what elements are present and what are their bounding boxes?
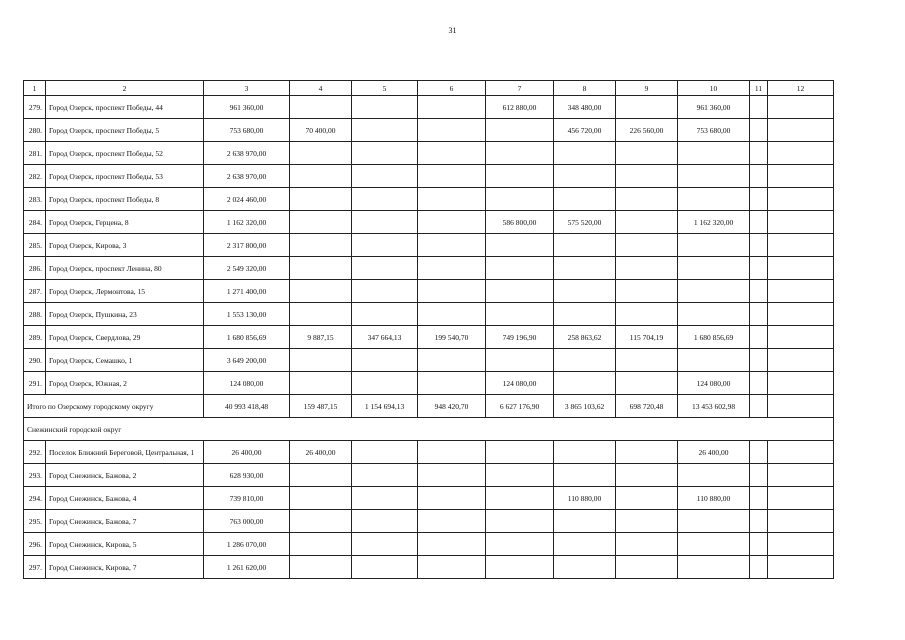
total-value-cell bbox=[768, 395, 834, 418]
value-cell bbox=[768, 372, 834, 395]
address-cell: Город Снежинск, Бажова, 2 bbox=[46, 464, 204, 487]
value-cell bbox=[554, 165, 616, 188]
value-cell bbox=[418, 487, 486, 510]
value-cell: 961 360,00 bbox=[204, 96, 290, 119]
value-cell bbox=[750, 165, 768, 188]
value-cell bbox=[768, 326, 834, 349]
total-row bbox=[24, 395, 834, 418]
value-cell bbox=[678, 556, 750, 579]
value-cell bbox=[554, 303, 616, 326]
row-number: 284. bbox=[24, 211, 46, 234]
address-cell: Город Озерск, Кирова, 3 bbox=[46, 234, 204, 257]
value-cell bbox=[616, 257, 678, 280]
address-cell: Город Снежинск, Кирова, 5 bbox=[46, 533, 204, 556]
value-cell bbox=[352, 96, 418, 119]
budget-table bbox=[23, 80, 834, 579]
value-cell: 124 080,00 bbox=[204, 372, 290, 395]
value-cell bbox=[768, 441, 834, 464]
value-cell bbox=[554, 372, 616, 395]
value-cell bbox=[554, 349, 616, 372]
value-cell bbox=[352, 211, 418, 234]
value-cell bbox=[418, 556, 486, 579]
value-cell bbox=[486, 533, 554, 556]
value-cell bbox=[616, 441, 678, 464]
value-cell bbox=[768, 257, 834, 280]
total-value-cell: 948 420,70 bbox=[418, 395, 486, 418]
value-cell bbox=[352, 464, 418, 487]
row-number: 280. bbox=[24, 119, 46, 142]
value-cell bbox=[352, 119, 418, 142]
value-cell: 2 549 320,00 bbox=[204, 257, 290, 280]
value-cell bbox=[616, 165, 678, 188]
value-cell bbox=[486, 234, 554, 257]
value-cell bbox=[418, 119, 486, 142]
total-value-cell: 13 453 602,98 bbox=[678, 395, 750, 418]
value-cell: 110 880,00 bbox=[554, 487, 616, 510]
table-row bbox=[24, 234, 834, 257]
value-cell bbox=[290, 165, 352, 188]
value-cell bbox=[352, 372, 418, 395]
value-cell bbox=[678, 142, 750, 165]
value-cell bbox=[290, 464, 352, 487]
value-cell: 961 360,00 bbox=[678, 96, 750, 119]
table-header-row bbox=[24, 81, 834, 96]
value-cell bbox=[418, 464, 486, 487]
value-cell bbox=[418, 257, 486, 280]
value-cell: 124 080,00 bbox=[486, 372, 554, 395]
value-cell: 124 080,00 bbox=[678, 372, 750, 395]
value-cell bbox=[418, 303, 486, 326]
value-cell: 26 400,00 bbox=[204, 441, 290, 464]
value-cell: 2 638 970,00 bbox=[204, 165, 290, 188]
value-cell bbox=[678, 188, 750, 211]
value-cell bbox=[290, 372, 352, 395]
page-number: 31 bbox=[448, 26, 457, 35]
row-number: 291. bbox=[24, 372, 46, 395]
value-cell bbox=[616, 533, 678, 556]
value-cell bbox=[678, 257, 750, 280]
value-cell: 258 863,62 bbox=[554, 326, 616, 349]
value-cell: 1 553 130,00 bbox=[204, 303, 290, 326]
value-cell bbox=[768, 96, 834, 119]
value-cell bbox=[750, 372, 768, 395]
table-row bbox=[24, 533, 834, 556]
value-cell bbox=[554, 188, 616, 211]
value-cell bbox=[678, 510, 750, 533]
value-cell bbox=[678, 165, 750, 188]
value-cell bbox=[768, 510, 834, 533]
row-number: 288. bbox=[24, 303, 46, 326]
value-cell: 456 720,00 bbox=[554, 119, 616, 142]
table-row bbox=[24, 280, 834, 303]
value-cell bbox=[554, 280, 616, 303]
value-cell bbox=[290, 487, 352, 510]
value-cell bbox=[486, 510, 554, 533]
value-cell: 628 930,00 bbox=[204, 464, 290, 487]
address-cell: Город Снежинск, Бажова, 4 bbox=[46, 487, 204, 510]
value-cell bbox=[616, 280, 678, 303]
address-cell: Город Озерск, Пушкина, 23 bbox=[46, 303, 204, 326]
value-cell: 348 480,00 bbox=[554, 96, 616, 119]
column-header: 3 bbox=[204, 81, 290, 96]
value-cell bbox=[768, 280, 834, 303]
row-number: 293. bbox=[24, 464, 46, 487]
value-cell bbox=[554, 441, 616, 464]
value-cell: 1 271 400,00 bbox=[204, 280, 290, 303]
table-row bbox=[24, 464, 834, 487]
value-cell: 199 540,70 bbox=[418, 326, 486, 349]
column-header: 11 bbox=[750, 81, 768, 96]
address-cell: Город Озерск, Герцена, 8 bbox=[46, 211, 204, 234]
value-cell bbox=[486, 487, 554, 510]
value-cell bbox=[290, 349, 352, 372]
value-cell: 1 286 070,00 bbox=[204, 533, 290, 556]
value-cell bbox=[290, 556, 352, 579]
total-value-cell: 159 487,15 bbox=[290, 395, 352, 418]
value-cell: 753 680,00 bbox=[678, 119, 750, 142]
table-row bbox=[24, 165, 834, 188]
value-cell bbox=[678, 280, 750, 303]
value-cell: 26 400,00 bbox=[290, 441, 352, 464]
value-cell: 749 196,90 bbox=[486, 326, 554, 349]
value-cell bbox=[352, 441, 418, 464]
value-cell: 70 400,00 bbox=[290, 119, 352, 142]
value-cell bbox=[290, 257, 352, 280]
address-cell: Город Озерск, Семашко, 1 bbox=[46, 349, 204, 372]
value-cell bbox=[750, 188, 768, 211]
value-cell bbox=[750, 303, 768, 326]
table-row bbox=[24, 142, 834, 165]
value-cell bbox=[418, 280, 486, 303]
value-cell bbox=[678, 464, 750, 487]
address-cell: Город Озерск, Южная, 2 bbox=[46, 372, 204, 395]
value-cell: 347 664,13 bbox=[352, 326, 418, 349]
value-cell: 2 024 460,00 bbox=[204, 188, 290, 211]
column-header: 7 bbox=[486, 81, 554, 96]
value-cell bbox=[554, 142, 616, 165]
value-cell bbox=[678, 303, 750, 326]
table-row bbox=[24, 510, 834, 533]
value-cell bbox=[750, 326, 768, 349]
column-header: 1 bbox=[24, 81, 46, 96]
value-cell bbox=[768, 464, 834, 487]
value-cell bbox=[768, 487, 834, 510]
value-cell bbox=[352, 234, 418, 257]
value-cell bbox=[616, 487, 678, 510]
value-cell bbox=[554, 234, 616, 257]
value-cell bbox=[554, 533, 616, 556]
row-number: 282. bbox=[24, 165, 46, 188]
value-cell bbox=[768, 349, 834, 372]
total-label: Итого по Озерскому городскому округу bbox=[24, 395, 204, 418]
value-cell bbox=[616, 303, 678, 326]
value-cell bbox=[768, 303, 834, 326]
column-header: 10 bbox=[678, 81, 750, 96]
value-cell: 26 400,00 bbox=[678, 441, 750, 464]
value-cell: 3 649 200,00 bbox=[204, 349, 290, 372]
value-cell bbox=[616, 96, 678, 119]
value-cell: 575 520,00 bbox=[554, 211, 616, 234]
value-cell bbox=[678, 533, 750, 556]
value-cell bbox=[418, 372, 486, 395]
value-cell bbox=[616, 188, 678, 211]
value-cell bbox=[352, 257, 418, 280]
value-cell bbox=[352, 510, 418, 533]
value-cell: 586 800,00 bbox=[486, 211, 554, 234]
value-cell bbox=[352, 280, 418, 303]
address-cell: Город Озерск, проспект Ленина, 80 bbox=[46, 257, 204, 280]
table-row bbox=[24, 188, 834, 211]
value-cell bbox=[750, 234, 768, 257]
total-value-cell bbox=[750, 395, 768, 418]
value-cell bbox=[768, 556, 834, 579]
value-cell bbox=[352, 487, 418, 510]
value-cell bbox=[750, 487, 768, 510]
value-cell bbox=[554, 464, 616, 487]
table-row bbox=[24, 372, 834, 395]
value-cell bbox=[768, 165, 834, 188]
value-cell: 763 000,00 bbox=[204, 510, 290, 533]
value-cell bbox=[750, 556, 768, 579]
total-value-cell: 1 154 694,13 bbox=[352, 395, 418, 418]
value-cell bbox=[486, 349, 554, 372]
total-value-cell: 6 627 176,90 bbox=[486, 395, 554, 418]
table-row bbox=[24, 119, 834, 142]
address-cell: Город Озерск, проспект Победы, 5 bbox=[46, 119, 204, 142]
address-cell: Город Снежинск, Кирова, 7 bbox=[46, 556, 204, 579]
value-cell bbox=[290, 142, 352, 165]
value-cell bbox=[418, 349, 486, 372]
row-number: 290. bbox=[24, 349, 46, 372]
value-cell bbox=[418, 142, 486, 165]
value-cell: 9 887,15 bbox=[290, 326, 352, 349]
value-cell bbox=[418, 96, 486, 119]
value-cell bbox=[750, 142, 768, 165]
value-cell bbox=[290, 234, 352, 257]
value-cell bbox=[290, 510, 352, 533]
value-cell bbox=[768, 119, 834, 142]
table-row bbox=[24, 326, 834, 349]
value-cell bbox=[486, 441, 554, 464]
value-cell bbox=[486, 142, 554, 165]
row-number: 281. bbox=[24, 142, 46, 165]
value-cell bbox=[554, 556, 616, 579]
value-cell bbox=[352, 556, 418, 579]
value-cell bbox=[418, 533, 486, 556]
value-cell bbox=[486, 556, 554, 579]
value-cell: 753 680,00 bbox=[204, 119, 290, 142]
value-cell bbox=[750, 280, 768, 303]
column-header: 6 bbox=[418, 81, 486, 96]
section-row bbox=[24, 418, 834, 441]
value-cell: 110 880,00 bbox=[678, 487, 750, 510]
value-cell bbox=[750, 464, 768, 487]
value-cell bbox=[352, 165, 418, 188]
column-header: 5 bbox=[352, 81, 418, 96]
value-cell bbox=[750, 96, 768, 119]
value-cell bbox=[352, 349, 418, 372]
value-cell bbox=[418, 188, 486, 211]
value-cell bbox=[750, 533, 768, 556]
row-number: 289. bbox=[24, 326, 46, 349]
value-cell bbox=[290, 533, 352, 556]
value-cell bbox=[352, 303, 418, 326]
value-cell bbox=[554, 510, 616, 533]
value-cell bbox=[750, 441, 768, 464]
row-number: 292. bbox=[24, 441, 46, 464]
row-number: 294. bbox=[24, 487, 46, 510]
section-label: Снежинский городской округ bbox=[24, 418, 834, 441]
value-cell bbox=[486, 464, 554, 487]
value-cell bbox=[616, 234, 678, 257]
value-cell bbox=[768, 533, 834, 556]
value-cell bbox=[768, 142, 834, 165]
value-cell: 226 560,00 bbox=[616, 119, 678, 142]
value-cell bbox=[750, 349, 768, 372]
row-number: 283. bbox=[24, 188, 46, 211]
value-cell bbox=[750, 211, 768, 234]
address-cell: Поселок Ближний Береговой, Центральная, 1 bbox=[46, 441, 204, 464]
value-cell bbox=[418, 165, 486, 188]
value-cell: 2 317 800,00 bbox=[204, 234, 290, 257]
value-cell bbox=[352, 142, 418, 165]
value-cell bbox=[616, 142, 678, 165]
row-number: 297. bbox=[24, 556, 46, 579]
value-cell bbox=[616, 556, 678, 579]
value-cell bbox=[418, 211, 486, 234]
value-cell: 1 162 320,00 bbox=[204, 211, 290, 234]
column-header: 9 bbox=[616, 81, 678, 96]
column-header: 4 bbox=[290, 81, 352, 96]
value-cell bbox=[486, 303, 554, 326]
total-value-cell: 698 720,48 bbox=[616, 395, 678, 418]
value-cell bbox=[486, 119, 554, 142]
value-cell bbox=[486, 165, 554, 188]
value-cell bbox=[616, 464, 678, 487]
table-row bbox=[24, 487, 834, 510]
value-cell bbox=[678, 349, 750, 372]
column-header: 8 bbox=[554, 81, 616, 96]
table-row bbox=[24, 303, 834, 326]
table-row bbox=[24, 349, 834, 372]
value-cell: 1 680 856,69 bbox=[678, 326, 750, 349]
address-cell: Город Озерск, проспект Победы, 44 bbox=[46, 96, 204, 119]
value-cell bbox=[418, 510, 486, 533]
value-cell bbox=[768, 188, 834, 211]
value-cell bbox=[290, 96, 352, 119]
value-cell bbox=[616, 510, 678, 533]
value-cell bbox=[616, 372, 678, 395]
value-cell bbox=[352, 188, 418, 211]
value-cell bbox=[290, 211, 352, 234]
table-row bbox=[24, 441, 834, 464]
value-cell: 115 704,19 bbox=[616, 326, 678, 349]
value-cell bbox=[486, 188, 554, 211]
value-cell: 2 638 970,00 bbox=[204, 142, 290, 165]
value-cell bbox=[768, 211, 834, 234]
value-cell bbox=[750, 257, 768, 280]
value-cell: 612 880,00 bbox=[486, 96, 554, 119]
value-cell bbox=[486, 257, 554, 280]
value-cell bbox=[678, 234, 750, 257]
row-number: 296. bbox=[24, 533, 46, 556]
column-header: 2 bbox=[46, 81, 204, 96]
value-cell bbox=[616, 349, 678, 372]
value-cell bbox=[290, 303, 352, 326]
value-cell: 739 810,00 bbox=[204, 487, 290, 510]
value-cell: 1 261 620,00 bbox=[204, 556, 290, 579]
row-number: 285. bbox=[24, 234, 46, 257]
table-row bbox=[24, 257, 834, 280]
value-cell bbox=[750, 119, 768, 142]
value-cell bbox=[290, 280, 352, 303]
value-cell bbox=[616, 211, 678, 234]
value-cell bbox=[554, 257, 616, 280]
total-value-cell: 40 993 418,48 bbox=[204, 395, 290, 418]
value-cell bbox=[352, 533, 418, 556]
address-cell: Город Озерск, проспект Победы, 8 bbox=[46, 188, 204, 211]
row-number: 279. bbox=[24, 96, 46, 119]
value-cell bbox=[290, 188, 352, 211]
row-number: 287. bbox=[24, 280, 46, 303]
table-row bbox=[24, 96, 834, 119]
value-cell: 1 680 856,69 bbox=[204, 326, 290, 349]
row-number: 286. bbox=[24, 257, 46, 280]
column-header: 12 bbox=[768, 81, 834, 96]
value-cell bbox=[768, 234, 834, 257]
address-cell: Город Озерск, проспект Победы, 53 bbox=[46, 165, 204, 188]
value-cell bbox=[418, 234, 486, 257]
value-cell bbox=[418, 441, 486, 464]
total-value-cell: 3 865 103,62 bbox=[554, 395, 616, 418]
table-row bbox=[24, 556, 834, 579]
address-cell: Город Снежинск, Бажова, 7 bbox=[46, 510, 204, 533]
value-cell bbox=[486, 280, 554, 303]
row-number: 295. bbox=[24, 510, 46, 533]
value-cell: 1 162 320,00 bbox=[678, 211, 750, 234]
address-cell: Город Озерск, Лермонтова, 15 bbox=[46, 280, 204, 303]
value-cell bbox=[750, 510, 768, 533]
address-cell: Город Озерск, Свердлова, 29 bbox=[46, 326, 204, 349]
table-row bbox=[24, 211, 834, 234]
address-cell: Город Озерск, проспект Победы, 52 bbox=[46, 142, 204, 165]
